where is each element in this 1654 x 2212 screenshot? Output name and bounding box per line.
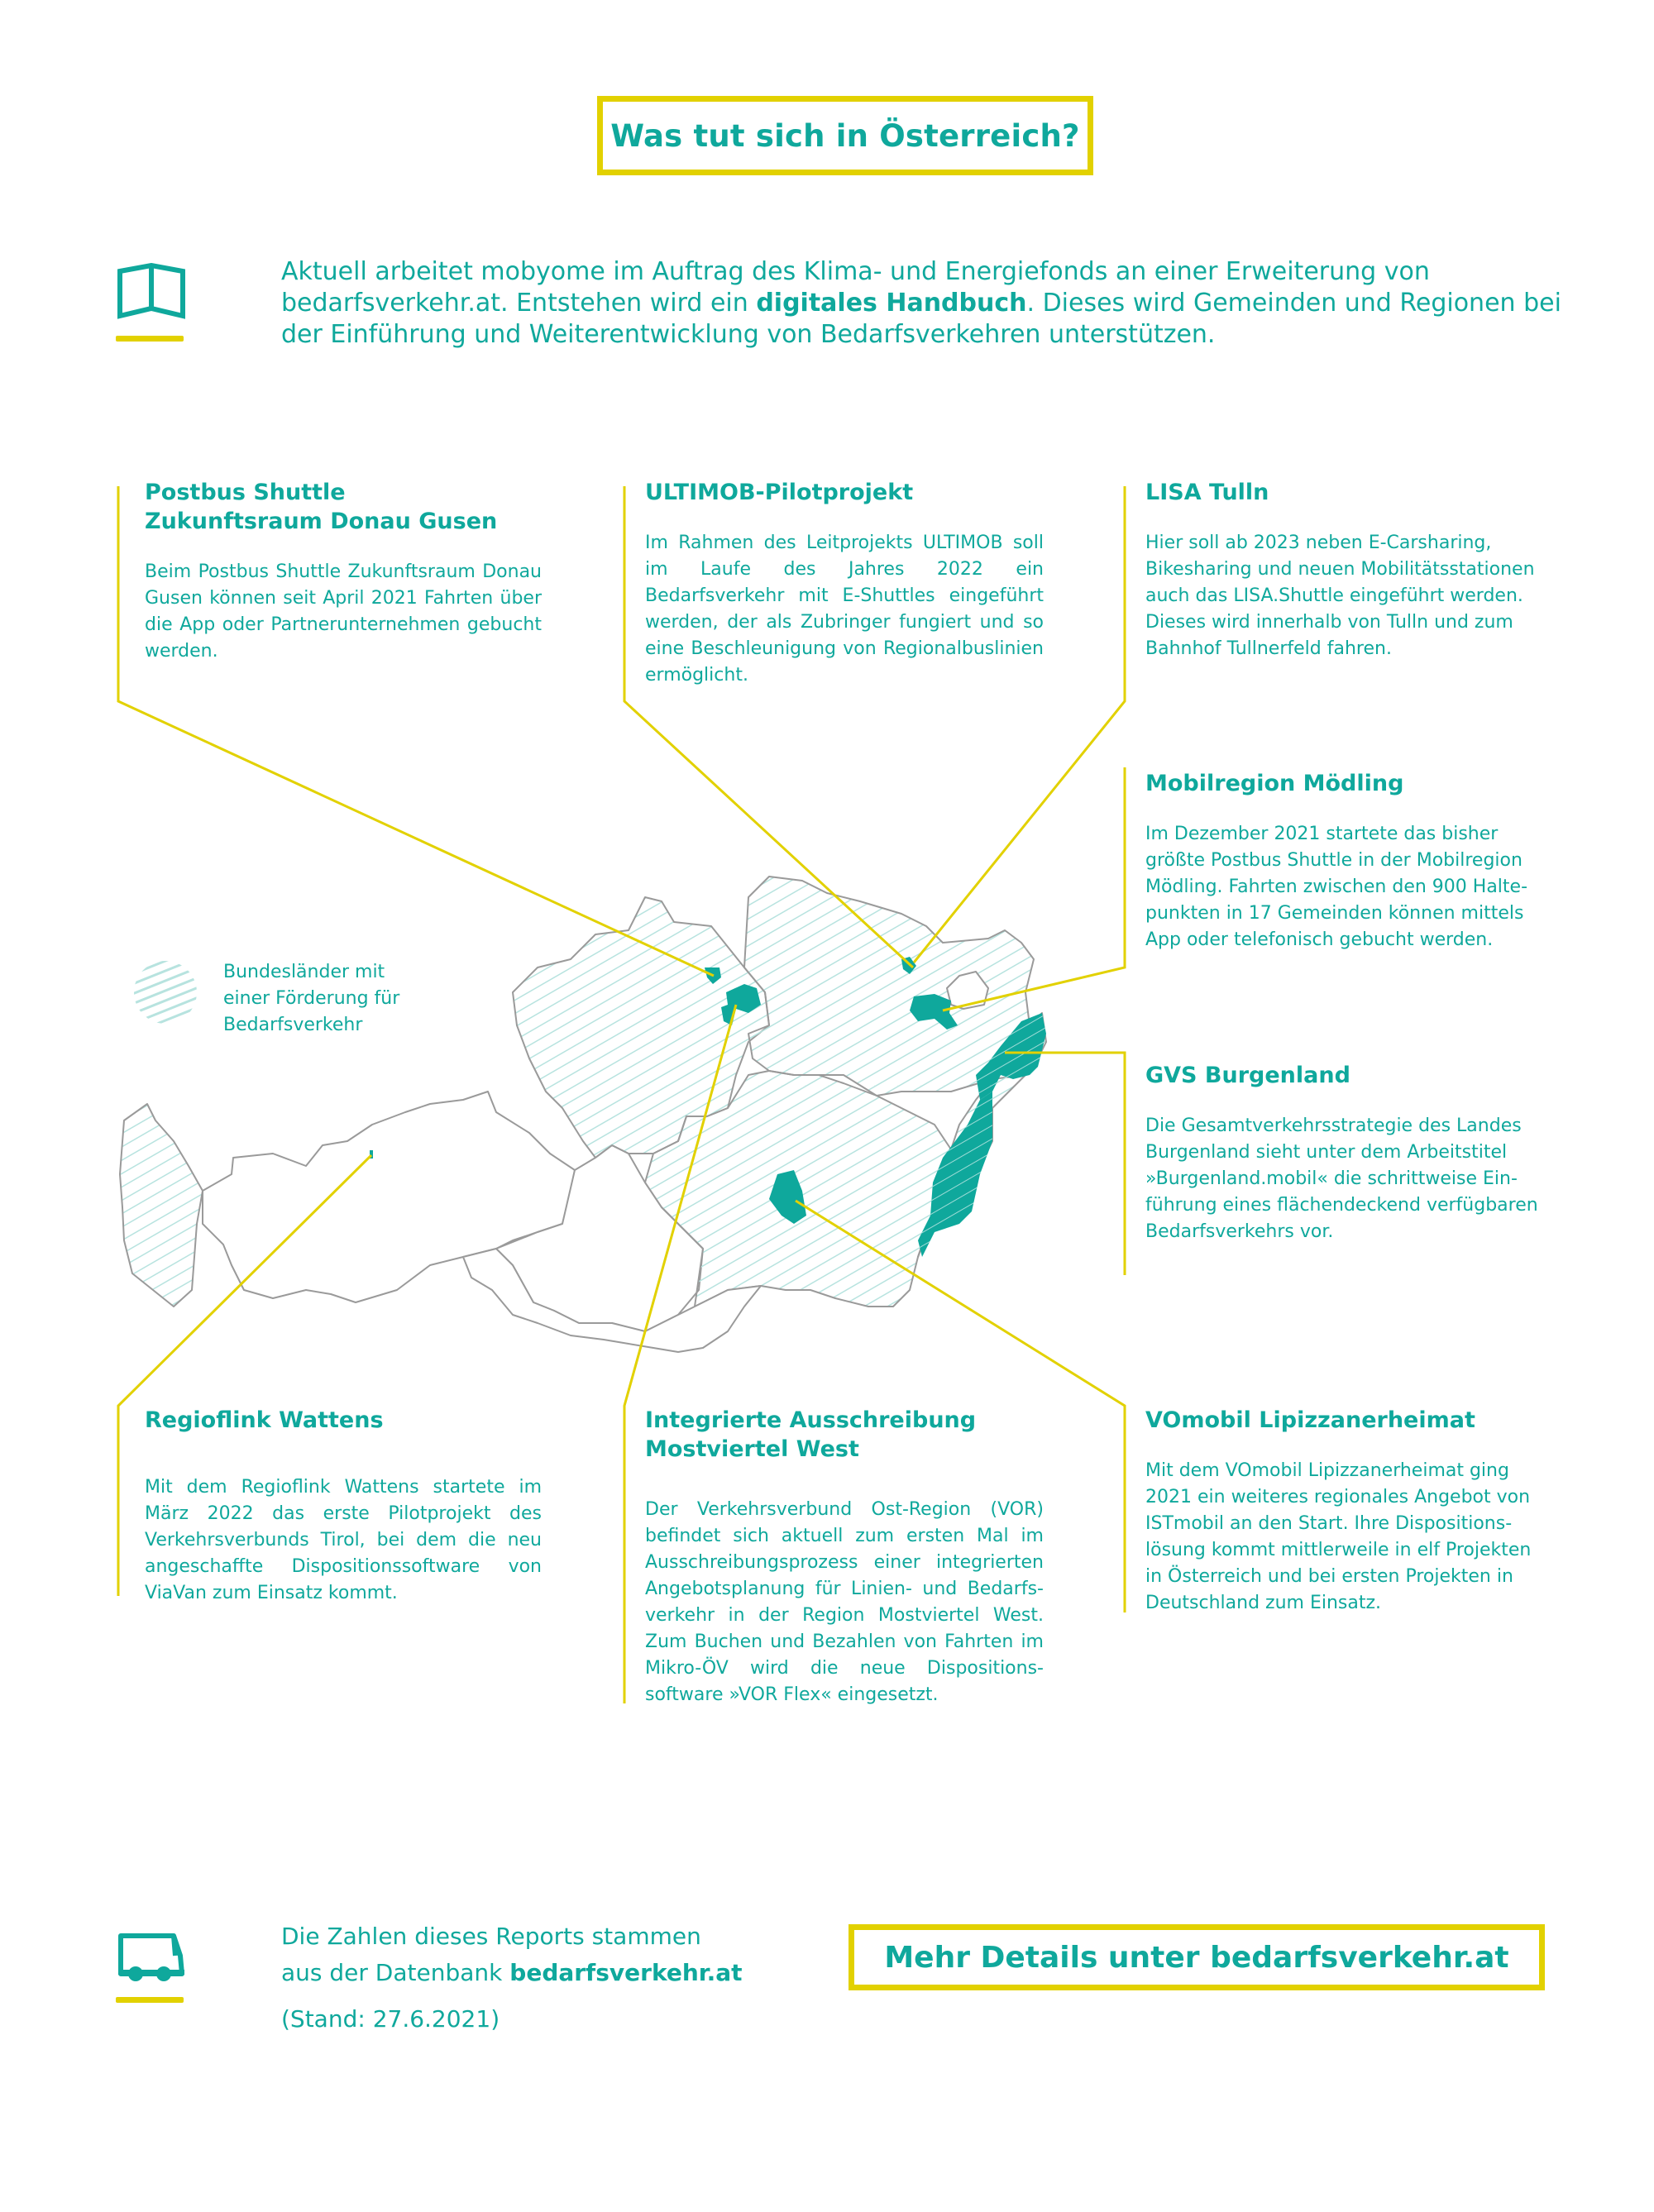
project-card-donau-gusen	[145, 478, 550, 665]
region-vorarlberg	[120, 1104, 203, 1307]
intro-text-bold: digitales Handbuch	[756, 289, 1027, 318]
project-text: Der Verkehrsverbund Ost-Region (VOR) befindet sich aktuell zum ersten Mal im Ausschreibungsprozess einer integrierten Angebotsplanung für Linien- und Bedarfsverkehr in der Region Mostviertel West. Zum Buchen und Bezahlen von Fahrten im Mikro-ÖV wird die neue Dispositionssoftware »VOR Flex« eingesetzt.	[645, 1499, 1044, 1705]
project-text: Mit dem Regioflink Wattens startete im März 2022 das erste Pilotprojekt des Verkehrsverbunds Tirol, bei dem die neu angeschaffte Dispositionssoftware von ViaVan zum Einsatz kommt.	[145, 1477, 542, 1603]
project-card-lipizzaner	[1145, 1406, 1551, 1617]
footer-source-text	[281, 1918, 742, 1991]
project-title: Postbus Shuttle Zukunftsraum Donau Gusen	[145, 480, 498, 534]
legend-label: Bundesländer mit einer Förderung für Bedarfsverkehr	[223, 962, 400, 1035]
more-details-button[interactable]	[849, 1924, 1545, 1990]
footer-icon-wrap	[116, 1931, 190, 2003]
intro-text-end: . Dieses wird Gemeinden und Regionen bei der Einführung und Weiterentwicklung von Bedarfsverkehren unterstützen.	[281, 289, 1561, 349]
footer-line-1: Die Zahlen dieses Reports stammen	[281, 1923, 701, 1950]
project-card-mostviertel	[645, 1406, 1050, 1708]
project-card-moedling	[1145, 769, 1551, 953]
footer-source-link[interactable]: bedarfsverkehr.at	[509, 1959, 743, 1986]
project-title: Regioflink Wattens	[145, 1407, 384, 1433]
project-title: LISA Tulln	[1145, 480, 1269, 505]
project-card-lisa-tulln	[1145, 478, 1551, 662]
intro-text: Aktuell arbeitet mobyome im Auftrag des Klima- und Energiefonds an einer Erweiterung von bedarfsverkehr.at. Entstehen wird ein	[281, 257, 1430, 318]
project-title: GVS Burgenland	[1145, 1063, 1350, 1088]
footer-icon-underline	[116, 1997, 184, 2003]
more-details-label: Mehr Details unter bedarfsverkehr.at	[884, 1940, 1509, 1975]
map-legend	[132, 959, 463, 1035]
project-text: Beim Postbus Shuttle Zukunftsraum Donau Gusen können seit April 2021 Fahrten über die App oder Partnerunternehmen gebucht werden.	[145, 561, 542, 662]
project-card-ultimob	[645, 478, 1050, 689]
project-text: Die Gesamtverkehrsstrategie des Landes Burgenland sieht unter dem Arbeitstitel »Burgenland.mobil« die schrittweise Einführung eines flächendeckend verfügbaren Bedarfsverkehrs vor.	[1145, 1116, 1538, 1242]
project-card-wattens	[145, 1406, 550, 1607]
project-title: ULTIMOB-Pilotprojekt	[645, 480, 914, 505]
project-text: Mit dem VOmobil Lipizzanerheimat ging 2021 ein weiteres regionales Angebot von ISTmobil an den Start. Ihre Dispositionslösung kommt mittlerweile in elf Projekten in Österreich und bei ersten Projekten in Deutschland zum Einsatz.	[1145, 1460, 1532, 1613]
footer-line-2: aus der Datenbank	[281, 1959, 510, 1986]
project-title: Mobilregion Mödling	[1145, 771, 1404, 796]
project-title: Integrierte Ausschreibung Mostviertel West	[645, 1407, 977, 1462]
project-title: VOmobil Lipizzanerheimat	[1145, 1407, 1475, 1433]
connector-burgenland	[1005, 1053, 1125, 1275]
project-text: Hier soll ab 2023 neben E-Carsharing, Bikesharing und neuen Mobilitätsstationen auch das LISA.Shuttle eingeführt werden. Dieses wird innerhalb von Tulln und zum Bahnhof Tullnerfeld fahren.	[1145, 533, 1535, 659]
project-text: Im Dezember 2021 startete das bisher größte Postbus Shuttle in der Mobilregion Mödling. Fahrten zwischen den 900 Haltepunkten in 17 Gemeinden können mittels App oder telefonisch gebucht werden.	[1145, 824, 1528, 950]
bus-icon	[116, 1931, 190, 1989]
footer-stand-date: (Stand: 27.6.2021)	[281, 2005, 500, 2033]
page-title: Was tut sich in Österreich?	[610, 117, 1080, 154]
project-card-burgenland	[1145, 1061, 1551, 1245]
project-text: Im Rahmen des Leitprojekts ULTIMOB soll im Laufe des Jahres 2022 ein Bedarfsverkehr mit E-Shuttles eingeführt werden, der als Zubringer fungiert und so eine Beschleunigung von Regionalbuslinien ermöglicht.	[645, 533, 1044, 686]
hatched-circle-icon	[132, 959, 198, 1025]
